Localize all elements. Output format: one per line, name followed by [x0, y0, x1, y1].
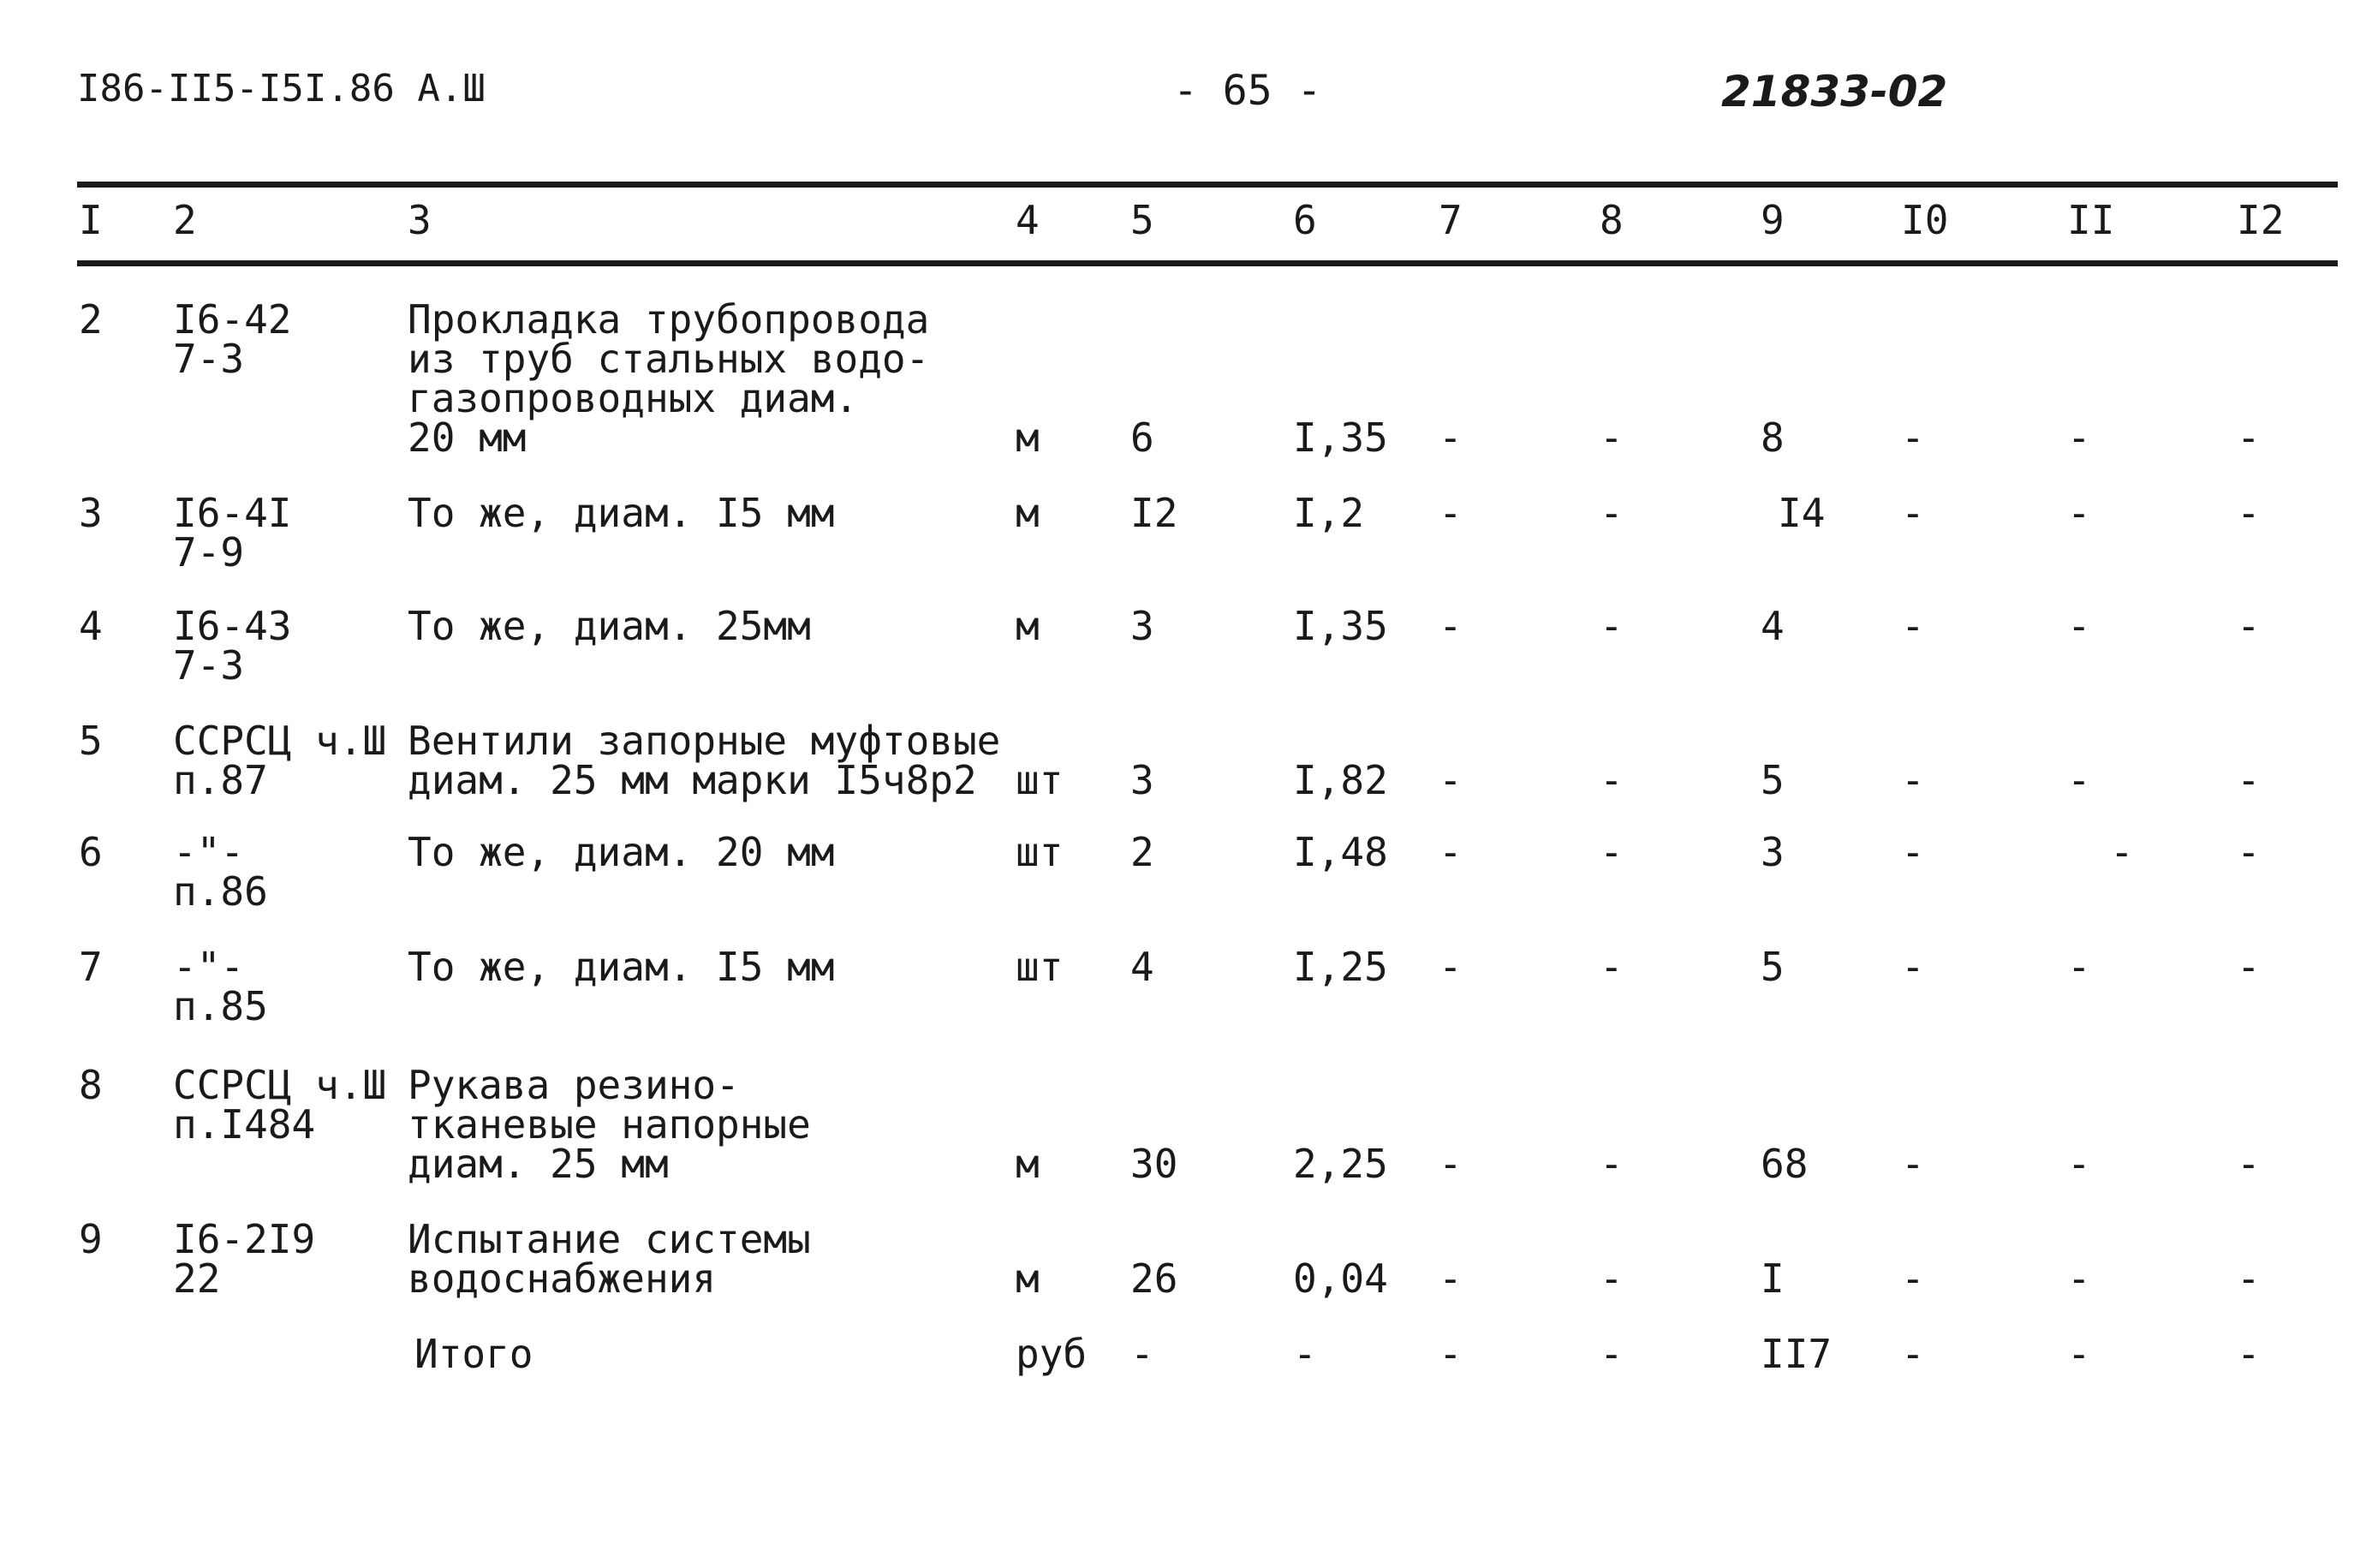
column-12-value: -: [2237, 1141, 2261, 1187]
unit: м: [1016, 1141, 1040, 1187]
reference-line-2: п.86: [173, 868, 268, 915]
column-number-1: I: [79, 197, 103, 243]
column-8-value: -: [1600, 414, 1624, 461]
quantity: I2: [1130, 490, 1178, 536]
unit: м: [1016, 603, 1040, 649]
column-9-value: 68: [1761, 1141, 1809, 1187]
row-number: 6: [79, 829, 103, 875]
row-number: 7: [79, 944, 103, 990]
description-line: диам. 25 мм: [408, 1141, 669, 1187]
description-line: Вентили запорные муфтовые: [408, 718, 1001, 764]
column-number-4: 4: [1016, 197, 1040, 243]
column-11-value: -: [2067, 757, 2091, 803]
unit-price: I,35: [1293, 603, 1388, 649]
quantity: -: [1130, 1331, 1154, 1377]
column-8-value: -: [1600, 1331, 1624, 1377]
unit: м: [1016, 414, 1040, 461]
column-7-value: -: [1439, 414, 1463, 461]
column-9-value: 5: [1761, 944, 1785, 990]
reference-line-2: 22: [173, 1255, 221, 1302]
column-10-value: -: [1901, 1331, 1925, 1377]
unit-price: I,82: [1293, 757, 1388, 803]
column-7-value: -: [1439, 829, 1463, 875]
quantity: 30: [1130, 1141, 1178, 1187]
column-7-value: -: [1439, 490, 1463, 536]
reference-line-1: ССРСЦ ч.Ш: [173, 718, 387, 764]
column-9-value: II7: [1761, 1331, 1833, 1377]
column-11-value: -: [2067, 414, 2091, 461]
column-12-value: -: [2237, 757, 2261, 803]
description-line: То же, диам. 25мм: [408, 603, 811, 649]
column-10-value: -: [1901, 490, 1925, 536]
column-11-value: -: [2067, 603, 2091, 649]
column-12-value: -: [2237, 1255, 2261, 1302]
column-11-value: -: [2067, 490, 2091, 536]
unit-price: 0,04: [1293, 1255, 1388, 1302]
column-8-value: -: [1600, 829, 1624, 875]
column-9-value: 5: [1761, 757, 1785, 803]
column-10-value: -: [1901, 603, 1925, 649]
column-8-value: -: [1600, 757, 1624, 803]
column-number-3: 3: [408, 197, 432, 243]
quantity: 3: [1130, 757, 1154, 803]
column-number-11: II: [2067, 197, 2115, 243]
row-number: 8: [79, 1062, 103, 1108]
column-10-value: -: [1901, 1141, 1925, 1187]
reference-line-1: I6-2I9: [173, 1216, 316, 1262]
unit: руб: [1016, 1331, 1088, 1377]
description-line: тканевые напорные: [408, 1101, 811, 1148]
unit: шт: [1016, 829, 1064, 875]
unit-price: I,2: [1293, 490, 1365, 536]
column-7-value: -: [1439, 603, 1463, 649]
row-number: 3: [79, 490, 103, 536]
column-number-8: 8: [1600, 197, 1624, 243]
column-number-10: I0: [1901, 197, 1949, 243]
column-7-value: -: [1439, 1331, 1463, 1377]
reference-line-1: I6-42: [173, 296, 292, 343]
column-12-value: -: [2237, 829, 2261, 875]
description-line: из труб стальных водо-: [408, 336, 930, 382]
top-rule: [77, 182, 2338, 188]
row-number: 9: [79, 1216, 103, 1262]
header-rule: [77, 260, 2338, 266]
column-8-value: -: [1600, 1141, 1624, 1187]
column-7-value: -: [1439, 757, 1463, 803]
reference-line-2: п.87: [173, 757, 268, 803]
column-8-value: -: [1600, 490, 1624, 536]
description-line: Прокладка трубопровода: [408, 296, 930, 343]
column-number-2: 2: [173, 197, 197, 243]
unit: м: [1016, 490, 1040, 536]
quantity: 3: [1130, 603, 1154, 649]
column-number-6: 6: [1293, 197, 1317, 243]
column-7-value: -: [1439, 1255, 1463, 1302]
description-line: То же, диам. 20 мм: [408, 829, 835, 875]
column-9-value: I: [1761, 1255, 1785, 1302]
column-10-value: -: [1901, 414, 1925, 461]
column-10-value: -: [1901, 944, 1925, 990]
column-9-value: 4: [1761, 603, 1785, 649]
column-12-value: -: [2237, 1331, 2261, 1377]
reference-line-1: -"-: [173, 944, 245, 990]
column-9-value: 8: [1761, 414, 1785, 461]
reference-line-1: I6-4I: [173, 490, 292, 536]
description-line: Испытание системы: [408, 1216, 811, 1262]
description-line: Рукава резино-: [408, 1062, 740, 1108]
row-number: 4: [79, 603, 103, 649]
column-11-value: -: [2067, 1141, 2091, 1187]
column-12-value: -: [2237, 944, 2261, 990]
unit: м: [1016, 1255, 1040, 1302]
column-7-value: -: [1439, 1141, 1463, 1187]
reference-line-1: -"-: [173, 829, 245, 875]
unit-price: -: [1293, 1331, 1317, 1377]
column-10-value: -: [1901, 1255, 1925, 1302]
column-number-5: 5: [1130, 197, 1154, 243]
column-8-value: -: [1600, 603, 1624, 649]
column-10-value: -: [1901, 829, 1925, 875]
unit-price: I,48: [1293, 829, 1388, 875]
column-9-value: I4: [1778, 490, 1826, 536]
header-code: I86-II5-I5I.86 А.Ш: [77, 67, 486, 110]
column-11-value: -: [2067, 1331, 2091, 1377]
column-12-value: -: [2237, 490, 2261, 536]
column-10-value: -: [1901, 757, 1925, 803]
total-label: Итого: [414, 1331, 533, 1377]
document-number: 21833-02: [1721, 67, 1948, 116]
unit: шт: [1016, 944, 1064, 990]
reference-line-2: п.I484: [173, 1101, 316, 1148]
reference-line-1: ССРСЦ ч.Ш: [173, 1062, 387, 1108]
column-number-12: I2: [2237, 197, 2285, 243]
quantity: 6: [1130, 414, 1154, 461]
column-8-value: -: [1600, 1255, 1624, 1302]
column-12-value: -: [2237, 603, 2261, 649]
column-number-9: 9: [1761, 197, 1785, 243]
reference-line-2: 7-3: [173, 336, 245, 382]
unit-price: I,25: [1293, 944, 1388, 990]
column-11-value: -: [2067, 1255, 2091, 1302]
description-line: То же, диам. I5 мм: [408, 944, 835, 990]
row-number: 5: [79, 718, 103, 764]
description-line: газопроводных диам.: [408, 375, 859, 421]
description-line: диам. 25 мм марки I5ч8р2: [408, 757, 977, 803]
quantity: 4: [1130, 944, 1154, 990]
reference-line-2: 7-3: [173, 642, 245, 689]
unit-price: 2,25: [1293, 1141, 1388, 1187]
column-7-value: -: [1439, 944, 1463, 990]
description-line: 20 мм: [408, 414, 527, 461]
column-9-value: 3: [1761, 829, 1785, 875]
column-11-value: -: [2110, 829, 2134, 875]
column-12-value: -: [2237, 414, 2261, 461]
reference-line-2: 7-9: [173, 529, 245, 575]
quantity: 2: [1130, 829, 1154, 875]
column-8-value: -: [1600, 944, 1624, 990]
reference-line-1: I6-43: [173, 603, 292, 649]
unit: шт: [1016, 757, 1064, 803]
page-number: - 65 -: [1173, 67, 1322, 115]
description-line: То же, диам. I5 мм: [408, 490, 835, 536]
description-line: водоснабжения: [408, 1255, 717, 1302]
row-number: 2: [79, 296, 103, 343]
reference-line-2: п.85: [173, 983, 268, 1029]
column-11-value: -: [2067, 944, 2091, 990]
column-number-7: 7: [1439, 197, 1463, 243]
unit-price: I,35: [1293, 414, 1388, 461]
quantity: 26: [1130, 1255, 1178, 1302]
